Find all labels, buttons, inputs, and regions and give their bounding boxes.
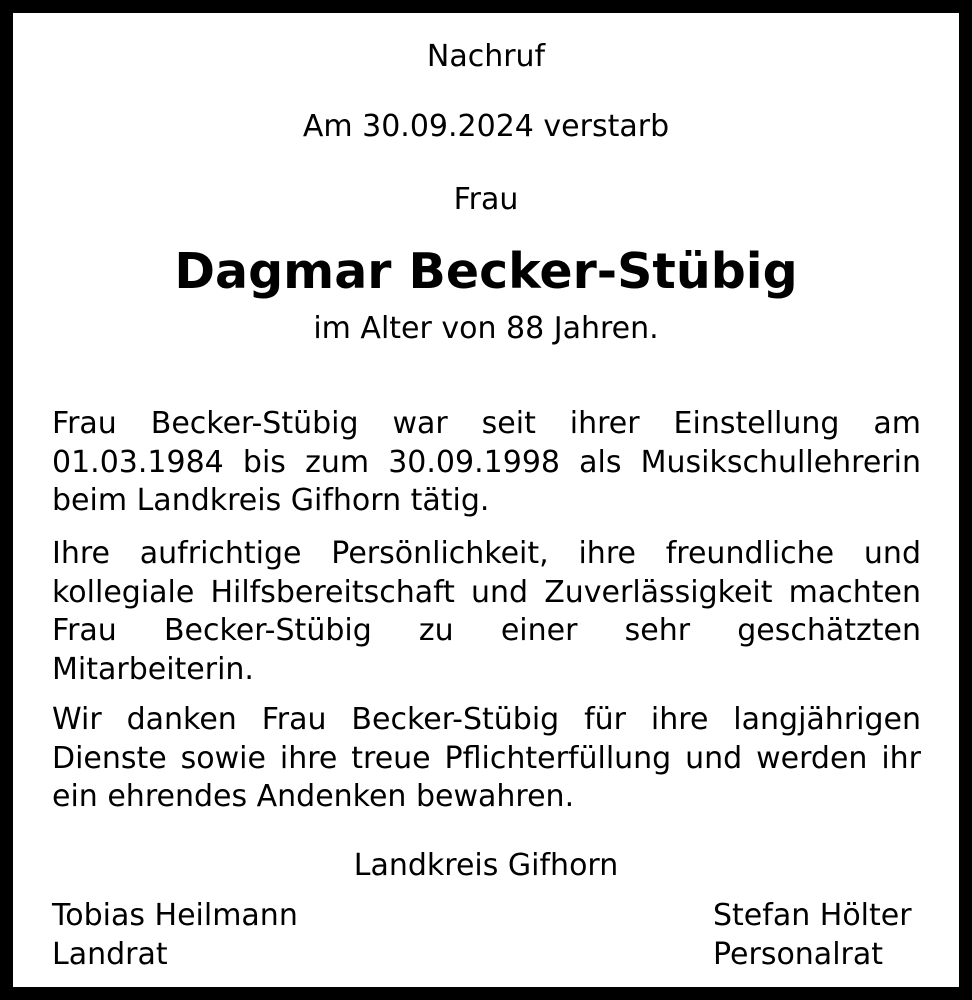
signatory-right bbox=[713, 897, 912, 974]
notice-heading: Nachruf bbox=[426, 39, 546, 74]
organization-name: Landkreis Gifhorn bbox=[353, 848, 619, 883]
death-date-line: Am 30.09.2024 verstarb bbox=[302, 109, 670, 144]
signatory-role: Landrat bbox=[52, 936, 168, 972]
paragraph-employment: Frau Becker-Stübig war seit ihrer Einstellung am 01.03.1984 bis zum 30.09.1998 als Musikschullehrerin beim Landkreis Gifhorn tätig. bbox=[52, 406, 921, 518]
signatory-role: Personalrat bbox=[713, 936, 884, 972]
paragraph-personality: Ihre aufrichtige Persönlichkeit, ihre freundliche und kollegiale Hilfsbereitschaft und Zuverlässigkeit machten Frau Becker-Stübig zu einer sehr geschätzten Mitarbeiterin. bbox=[52, 536, 921, 687]
age-line: im Alter von 88 Jahren. bbox=[313, 311, 659, 346]
signatory-left bbox=[52, 897, 298, 974]
signatory-name: Tobias Heilmann bbox=[52, 898, 298, 933]
paragraph-thanks: Wir danken Frau Becker-Stübig für ihre langjährigen Dienste sowie ihre treue Pflichterfüllung und werden ihr ein ehrendes Andenken bewahren. bbox=[52, 702, 921, 814]
salutation: Frau bbox=[453, 182, 519, 217]
deceased-name: Dagmar Becker-Stübig bbox=[174, 243, 798, 300]
signatory-name: Stefan Hölter bbox=[713, 898, 912, 933]
